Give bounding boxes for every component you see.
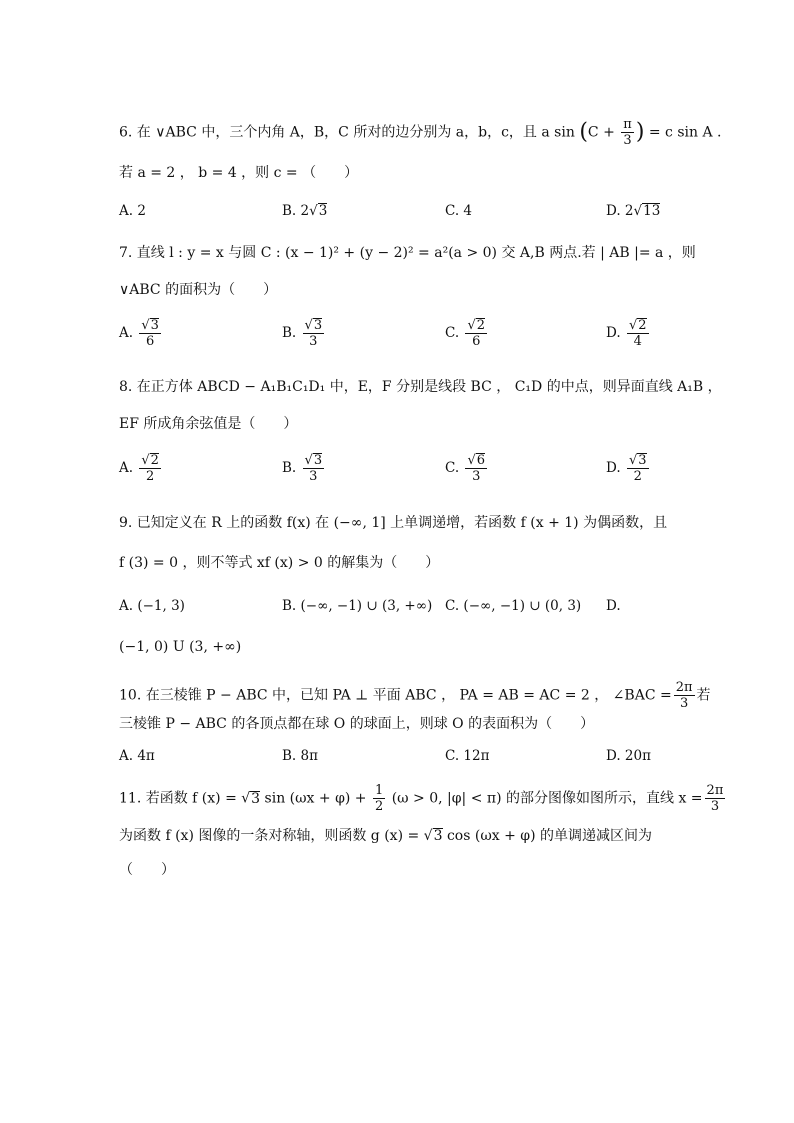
q9-option-a[interactable]: A. (−1, 3) bbox=[119, 598, 185, 614]
q8-option-c-fraction bbox=[465, 453, 487, 484]
sqrt-sign: √ bbox=[309, 203, 318, 219]
q7-option-a-radicand: 3 bbox=[150, 318, 159, 333]
q11-x-num: 2π bbox=[706, 783, 724, 798]
q6-expr-left: C + bbox=[587, 124, 620, 141]
q10-option-b[interactable]: B. 8π bbox=[282, 748, 318, 764]
q8-option-b[interactable] bbox=[282, 453, 326, 484]
q7-option-a-fraction bbox=[139, 318, 161, 349]
q11-answer-blank: （ ） bbox=[119, 862, 175, 878]
q8-option-b-num: √3 bbox=[304, 453, 323, 468]
q6-frac-num: π bbox=[623, 117, 632, 132]
q6-option-b-radicand: 3 bbox=[318, 203, 328, 219]
paren-right: ) bbox=[635, 119, 645, 145]
q9-option-c[interactable]: C. (−∞, −1) ∪ (0, 3) bbox=[445, 598, 582, 614]
q7-option-d-num: √2 bbox=[628, 318, 647, 333]
q11-text-c: (ω > 0, |φ| < π) 的部分图像如图所示，直线 x = bbox=[387, 790, 703, 807]
q7-option-a[interactable] bbox=[119, 318, 163, 349]
q8-option-d-fraction bbox=[627, 453, 649, 484]
q6-frac-den: 3 bbox=[623, 133, 632, 148]
q11-x-fraction bbox=[705, 783, 726, 814]
q10-stem-line2: 三棱锥 P − ABC 的各顶点都在球 O 的球面上，则球 O 的表面积为（ ） bbox=[119, 716, 595, 732]
q6-option-b[interactable] bbox=[282, 201, 327, 221]
q6-option-c[interactable] bbox=[445, 201, 472, 221]
q7-option-a-num: √3 bbox=[141, 318, 159, 333]
q8-option-c-prefix: C. bbox=[445, 460, 460, 476]
q11-text-b: sin (ωx + φ) + bbox=[260, 790, 371, 807]
q10-option-d[interactable]: D. 20π bbox=[606, 748, 651, 764]
q10-text: 10. 在三棱锥 P − ABC 中，已知 PA ⊥ 平面 ABC ， PA = AB = AC = 2 ， ∠BAC = bbox=[119, 687, 672, 704]
q9-option-d-value[interactable]: (−1, 0) U (3, +∞) bbox=[119, 639, 242, 655]
q6-expr-right: = c sin A . bbox=[644, 124, 722, 141]
q7-option-a-prefix: A. bbox=[119, 325, 134, 341]
q7-option-a-den: 6 bbox=[145, 334, 155, 349]
q8-stem-line1: 8. 在正方体 ABCD − A₁B₁C₁D₁ 中，E，F 分别是线段 BC ， C₁D 的中点，则异面直线 A₁B ， bbox=[119, 379, 722, 395]
q11-half-num: 1 bbox=[374, 783, 384, 798]
sqrt-sign: √ bbox=[423, 828, 433, 844]
q8-option-d-radicand: 3 bbox=[638, 453, 647, 468]
q11-text-e: cos (ωx + φ) 的单调递减区间为 bbox=[442, 828, 652, 844]
q11-stem-line2 bbox=[119, 826, 652, 846]
q6-option-d[interactable] bbox=[606, 201, 660, 221]
q10-option-c[interactable]: C. 12π bbox=[445, 748, 490, 764]
q6-option-b-label: B. 2 bbox=[282, 203, 310, 219]
q7-option-b[interactable] bbox=[282, 318, 326, 349]
q11-half-den: 2 bbox=[374, 799, 384, 814]
q8-option-a-den: 2 bbox=[145, 469, 155, 484]
q6-fraction bbox=[621, 117, 634, 148]
q8-option-c-radicand: 6 bbox=[476, 453, 486, 468]
q7-option-c-radicand: 2 bbox=[476, 318, 486, 333]
q7-option-c-prefix: C. bbox=[445, 325, 460, 341]
q8-option-d[interactable] bbox=[606, 453, 651, 484]
q8-option-d-prefix: D. bbox=[606, 460, 621, 476]
q7-option-c-den: 6 bbox=[472, 334, 481, 349]
q7-stem-line1: 7. 直线 l : y = x 与圆 C : (x − 1)² + (y − 2)² = a²(a > 0) 交 A,B 两点.若 | AB |= a ，则 bbox=[119, 245, 696, 261]
q8-option-b-radicand: 3 bbox=[313, 453, 323, 468]
q11-x-den: 3 bbox=[710, 799, 720, 814]
q10-text-end: 若 bbox=[696, 687, 711, 704]
q6-option-a[interactable] bbox=[119, 201, 146, 221]
q10-frac-num: 2π bbox=[675, 680, 693, 695]
q10-fraction bbox=[674, 680, 695, 711]
q11-text-a: 11. 若函数 f (x) = bbox=[119, 790, 242, 807]
q7-option-d-prefix: D. bbox=[606, 325, 621, 341]
q6-option-d-radicand: 13 bbox=[643, 203, 661, 219]
sqrt-sign: √ bbox=[241, 790, 251, 807]
q7-option-d-den: 4 bbox=[633, 334, 642, 349]
q11-radicand-2: 3 bbox=[433, 828, 443, 844]
q6-stem-line2: 若 a = 2 ， b = 4 ，则 c = （ ） bbox=[119, 165, 359, 181]
q7-option-d[interactable] bbox=[606, 318, 651, 349]
q7-option-b-den: 3 bbox=[309, 334, 318, 349]
q8-option-c-den: 3 bbox=[472, 469, 481, 484]
q8-option-a-prefix: A. bbox=[119, 460, 134, 476]
q7-option-d-fraction bbox=[627, 318, 649, 349]
q7-option-b-radicand: 3 bbox=[313, 318, 323, 333]
q8-option-a[interactable] bbox=[119, 453, 163, 484]
q8-stem-line2: EF 所成角余弦值是（ ） bbox=[119, 416, 298, 432]
q11-half-fraction bbox=[373, 783, 385, 814]
q10-option-a[interactable]: A. 4π bbox=[119, 748, 155, 764]
q7-option-c-fraction bbox=[465, 318, 487, 349]
q11-stem-line1 bbox=[119, 783, 727, 814]
q10-stem-line1 bbox=[119, 680, 711, 711]
q8-option-b-fraction bbox=[303, 453, 325, 484]
q8-option-b-den: 3 bbox=[309, 469, 318, 484]
q6-option-d-label: D. 2 bbox=[606, 203, 634, 219]
q11-radicand-1: 3 bbox=[251, 790, 261, 807]
q8-option-b-prefix: B. bbox=[282, 460, 297, 476]
q6-option-a-label: A. 2 bbox=[119, 203, 146, 219]
q9-option-b[interactable]: B. (−∞, −1) ∪ (3, +∞) bbox=[282, 598, 433, 614]
q8-option-c-num: √6 bbox=[467, 453, 486, 468]
q7-option-b-fraction bbox=[303, 318, 325, 349]
q8-option-a-fraction bbox=[139, 453, 161, 484]
q8-option-d-den: 2 bbox=[633, 469, 642, 484]
q8-option-d-num: √3 bbox=[628, 453, 647, 468]
q10-frac-den: 3 bbox=[679, 696, 689, 711]
q7-option-c-num: √2 bbox=[467, 318, 486, 333]
q6-stem-line1 bbox=[119, 117, 721, 148]
q6-option-c-label: C. 4 bbox=[445, 203, 473, 219]
q6-text: 6. 在 ∨ABC 中，三个内角 A，B，C 所对的边分别为 a，b，c，且 a sin bbox=[119, 124, 575, 141]
q7-stem-line2: ∨ABC 的面积为（ ） bbox=[119, 282, 278, 298]
sqrt-sign: √ bbox=[633, 203, 643, 219]
q7-option-b-num: √3 bbox=[304, 318, 323, 333]
q8-option-c[interactable] bbox=[445, 453, 489, 484]
q9-stem-line1: 9. 已知定义在 R 上的函数 f(x) 在 (−∞, 1] 上单调递增，若函数 f (x + 1) 为偶函数，且 bbox=[119, 515, 668, 531]
q7-option-c[interactable] bbox=[445, 318, 489, 349]
q8-option-a-num: √2 bbox=[141, 453, 159, 468]
q11-text-d: 为函数 f (x) 图像的一条对称轴，则函数 g (x) = bbox=[119, 828, 424, 844]
q7-option-b-prefix: B. bbox=[282, 325, 297, 341]
q7-option-d-radicand: 2 bbox=[638, 318, 647, 333]
q8-option-a-radicand: 2 bbox=[150, 453, 159, 468]
q9-option-d[interactable]: D. bbox=[606, 598, 621, 614]
paren-left: ( bbox=[579, 119, 588, 145]
q9-stem-line2: f (3) = 0 ，则不等式 xf (x) > 0 的解集为（ ） bbox=[119, 555, 440, 571]
